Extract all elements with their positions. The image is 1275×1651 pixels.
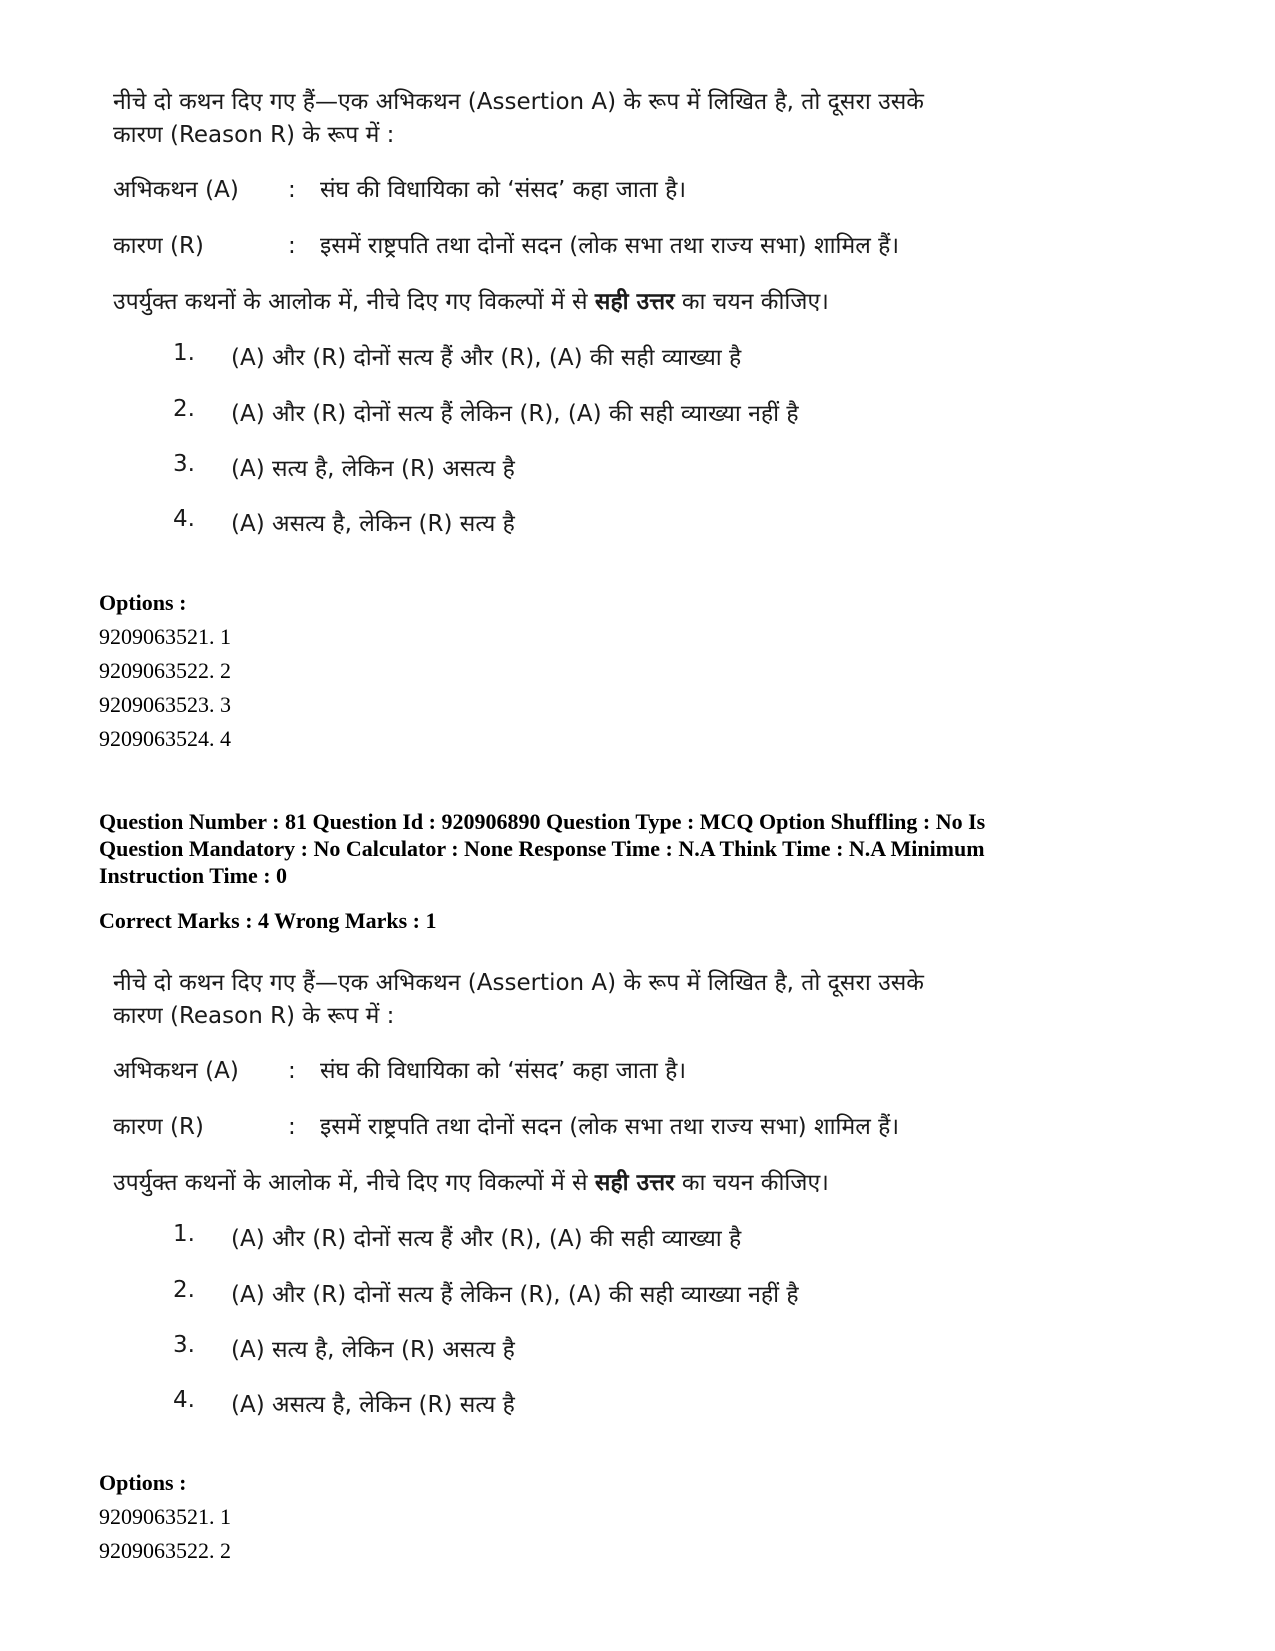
choice-item	[173, 1387, 515, 1419]
choice-number: 3.	[173, 451, 195, 477]
marks-text: Correct Marks : 4 Wrong Marks : 1	[99, 908, 437, 933]
question-intro	[113, 86, 1013, 152]
choice-item	[173, 340, 741, 372]
instruction-bold: सही उत्तर	[594, 289, 675, 315]
choice-text: (A) और (R) दोनों सत्य हैं और (R), (A) की सही व्याख्या है	[231, 1226, 742, 1252]
choice-text: (A) और (R) दोनों सत्य हैं लेकिन (R), (A) की सही व्याख्या नहीं है	[231, 1282, 799, 1308]
option-item: 9209063522. 2	[99, 658, 231, 683]
reason-label: कारण (R)	[113, 233, 204, 259]
option-item: 9209063521. 1	[99, 1504, 231, 1529]
choice-text: (A) सत्य है, लेकिन (R) असत्य है	[231, 456, 515, 482]
choice-number: 1.	[173, 1221, 195, 1247]
choice-item	[173, 396, 799, 428]
reason-text: इसमें राष्ट्रपति तथा दोनों सदन (लोक सभा तथा राज्य सभा) शामिल हैं।	[320, 1114, 900, 1140]
marks-line	[99, 904, 437, 938]
instruction-pre: उपर्युक्त कथनों के आलोक में, नीचे दिए गए विकल्पों में से	[113, 289, 595, 315]
choice-item	[173, 1221, 741, 1253]
choice-text: (A) असत्य है, लेकिन (R) सत्य है	[231, 511, 515, 537]
colon: :	[288, 177, 296, 203]
instruction-line	[113, 284, 829, 316]
option-item: 9209063524. 4	[99, 726, 231, 751]
intro-line-1: नीचे दो कथन दिए गए हैं—एक अभिकथन (Assertion A) के रूप में लिखित है, तो दूसरा उसके	[113, 89, 924, 115]
choice-item	[173, 506, 515, 538]
instruction-bold: सही उत्तर	[594, 1170, 675, 1196]
intro-line-2: कारण (Reason R) के रूप में :	[113, 1003, 395, 1029]
option-item: 9209063522. 2	[99, 1538, 231, 1563]
assertion-row	[113, 1053, 686, 1085]
reason-text: इसमें राष्ट्रपति तथा दोनों सदन (लोक सभा तथा राज्य सभा) शामिल हैं।	[320, 233, 900, 259]
reason-row	[113, 228, 899, 260]
intro-line-1: नीचे दो कथन दिए गए हैं—एक अभिकथन (Assertion A) के रूप में लिखित है, तो दूसरा उसके	[113, 970, 924, 996]
choice-number: 2.	[173, 396, 195, 422]
meta-line-1: Question Number : 81 Question Id : 920906890 Question Type : MCQ Option Shuffling : No Is	[99, 809, 986, 834]
instruction-post: का चयन कीजिए।	[674, 289, 829, 315]
assertion-text: संघ की विधायिका को ‘संसद’ कहा जाता है।	[320, 177, 687, 203]
question-metadata	[99, 808, 1099, 889]
colon: :	[288, 1114, 296, 1140]
instruction-pre: उपर्युक्त कथनों के आलोक में, नीचे दिए गए विकल्पों में से	[113, 1170, 595, 1196]
assertion-label: अभिकथन (A)	[113, 1058, 239, 1084]
choice-text: (A) असत्य है, लेकिन (R) सत्य है	[231, 1392, 515, 1418]
choice-text: (A) और (R) दोनों सत्य हैं लेकिन (R), (A) की सही व्याख्या नहीं है	[231, 401, 799, 427]
choice-number: 4.	[173, 1387, 195, 1413]
options-list-1	[99, 586, 231, 756]
options-heading: Options :	[99, 1470, 187, 1495]
option-item: 9209063523. 3	[99, 692, 231, 717]
choice-item	[173, 451, 515, 483]
question-intro	[113, 967, 1013, 1033]
choice-number: 3.	[173, 1332, 195, 1358]
choice-number: 1.	[173, 340, 195, 366]
choice-number: 2.	[173, 1277, 195, 1303]
assertion-row	[113, 172, 686, 204]
colon: :	[288, 233, 296, 259]
choice-item	[173, 1332, 515, 1364]
choice-text: (A) सत्य है, लेकिन (R) असत्य है	[231, 1337, 515, 1363]
instruction-post: का चयन कीजिए।	[674, 1170, 829, 1196]
meta-line-2: Question Mandatory : No Calculator : None Response Time : N.A Think Time : N.A Minimum	[99, 836, 985, 861]
colon: :	[288, 1058, 296, 1084]
intro-line-2: कारण (Reason R) के रूप में :	[113, 122, 395, 148]
meta-line-3: Instruction Time : 0	[99, 863, 288, 888]
options-list-2	[99, 1466, 231, 1568]
assertion-text: संघ की विधायिका को ‘संसद’ कहा जाता है।	[320, 1058, 687, 1084]
choice-number: 4.	[173, 506, 195, 532]
choice-text: (A) और (R) दोनों सत्य हैं और (R), (A) की सही व्याख्या है	[231, 345, 742, 371]
assertion-label: अभिकथन (A)	[113, 177, 239, 203]
options-heading: Options :	[99, 590, 187, 615]
question-block-1	[113, 86, 1013, 546]
instruction-line	[113, 1165, 829, 1197]
choice-item	[173, 1277, 799, 1309]
reason-row	[113, 1109, 899, 1141]
question-block-2	[113, 967, 1013, 1427]
reason-label: कारण (R)	[113, 1114, 204, 1140]
option-item: 9209063521. 1	[99, 624, 231, 649]
